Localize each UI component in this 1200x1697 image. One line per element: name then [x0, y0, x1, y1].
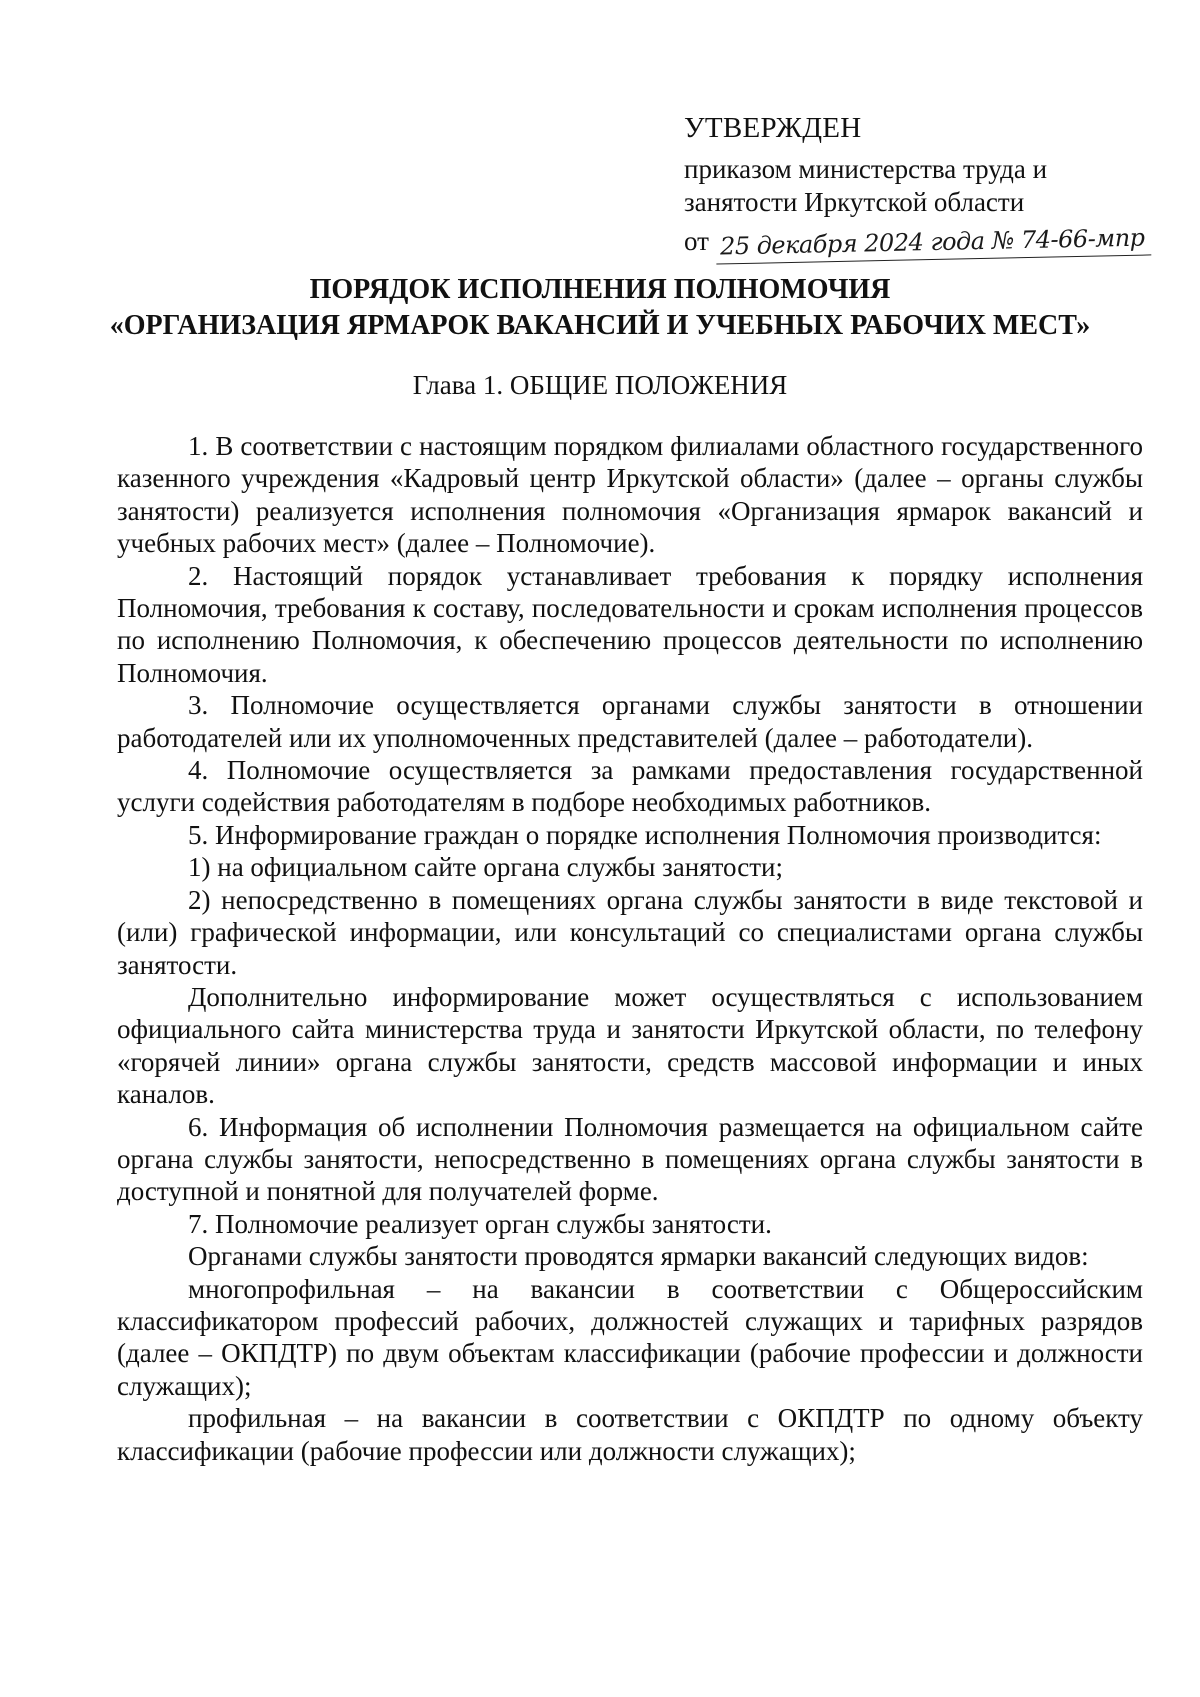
- paragraph-6: 6. Информация об исполнении Полномочия размещается на официальном сайте органа службы занятости, непосредственно в помещениях органа службы занятости в доступной и понятной для получателей форме.: [117, 1111, 1143, 1207]
- document-body: [117, 430, 1143, 1467]
- chapter-heading: Глава 1. ОБЩИЕ ПОЛОЖЕНИЯ: [412, 370, 788, 400]
- paragraph-5-item-2: 2) непосредственно в помещениях органа службы занятости в виде текстовой и (или) графической информации, или консультаций со специалистами органа службы занятости.: [117, 884, 1143, 980]
- approval-title: УТВЕРЖДЕН: [684, 112, 862, 144]
- approval-line-2: занятости Иркутской области: [684, 187, 1025, 217]
- paragraph-fair-types-intro: Органами службы занятости проводятся ярмарки вакансий следующих видов:: [188, 1241, 1089, 1272]
- handwritten-order-date-number: 25 декабря 2024 года № 74-66-мпр: [715, 221, 1150, 264]
- paragraph-1: 1. В соответствии с настоящим порядком филиалами областного государственного казенного учреждения «Кадровый центр Иркутской области» (далее – органы службы занятости) реализуется исполнения полномочия «Организация ярмарок вакансий и учебных рабочих мест» (далее – Полномочие).: [117, 431, 1143, 559]
- paragraph-additional-info: Дополнительно информирование может осуществляться с использованием официального сайта министерства труда и занятости Иркутской области, по телефону «горячей линии» органа службы занятости, средств массовой информации и иных каналов.: [117, 981, 1143, 1110]
- document-title-line-2: «ОРГАНИЗАЦИЯ ЯРМАРОК ВАКАНСИЙ И УЧЕБНЫХ РАБОЧИХ МЕСТ»: [109, 310, 1091, 341]
- document-title: [0, 272, 1200, 344]
- paragraph-5: 5. Информирование граждан о порядке исполнения Полномочия производится:: [188, 819, 1102, 850]
- paragraph-fair-type-profile: профильная – на вакансии в соответствии с ОКПДТР по одному объекту классификации (рабочие профессии или должности служащих);: [117, 1403, 1143, 1466]
- paragraph-2: 2. Настоящий порядок устанавливает требования к порядку исполнения Полномочия, требования к составу, последовательности и срокам исполнения процессов по исполнению Полномочия, к обеспечению процессов деятельности по исполнению Полномочия.: [117, 560, 1143, 688]
- approval-block: [684, 112, 1164, 260]
- paragraph-fair-type-multiprofile: многопрофильная – на вакансии в соответствии с Общероссийским классификатором профессий рабочих, должностей служащих и тарифных разрядов (далее – ОКПДТР) по двум объектам классификации (рабочие профессии и должности служащих);: [117, 1273, 1143, 1401]
- paragraph-3: 3. Полномочие осуществляется органами службы занятости в отношении работодателей или их уполномоченных представителей (далее – работодатели).: [117, 690, 1143, 753]
- approval-order-line: [684, 225, 1164, 260]
- document-title-line-1: ПОРЯДОК ИСПОЛНЕНИЯ ПОЛНОМОЧИЯ: [309, 274, 891, 305]
- paragraph-5-item-1: 1) на официальном сайте органа службы занятости;: [188, 852, 783, 883]
- approval-order-prefix: от: [684, 226, 709, 256]
- paragraph-4: 4. Полномочие осуществляется за рамками предоставления государственной услуги содействия работодателям в подборе необходимых работников.: [117, 755, 1143, 818]
- approval-line-1: приказом министерства труда и: [684, 154, 1048, 184]
- paragraph-7: 7. Полномочие реализует орган службы занятости.: [188, 1208, 772, 1239]
